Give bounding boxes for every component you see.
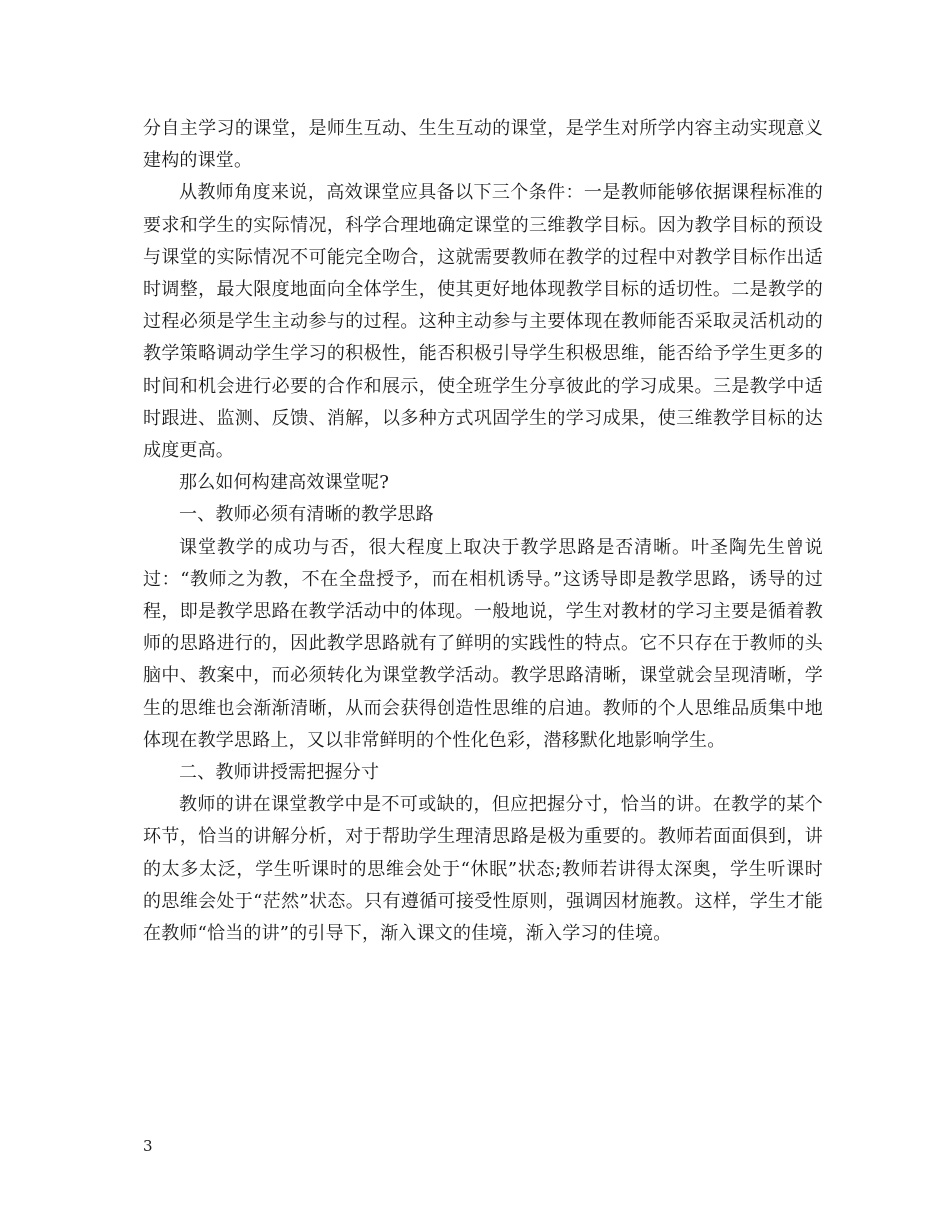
paragraph-conditions: 从教师角度来说，高效课堂应具备以下三个条件：一是教师能够依据课程标准的要求和学生的实际情况，科学合理地确定课堂的三维教学目标。因为教学目标的预设与课堂的实际情况不可能完全吻合，这就需要教师在教学的过程中对教学目标作出适时调整，最大限度地面向全体学生，使其更好地体现教学目标的适切性。二是教学的过程必须是学生主动参与的过程。这种主动参与主要体现在教师能否采取灵活机动的教学策略调动学生学习的积极性，能否积极引导学生积极思维，能否给予学生更多的时间和机会进行必要的合作和展示，使全班学生分享彼此的学习成果。三是教学中适时跟进、监测、反馈、消解，以多种方式巩固学生的学习成果，使三维教学目标的达成度更高。 bbox=[143, 182, 823, 462]
paragraph-teacher-lecture: 教师的讲在课堂教学中是不可或缺的，但应把握分寸，恰当的讲。在教学的某个环节，恰当的讲解分析，对于帮助学生理清思路是极为重要的。教师若面面俱到，讲的太多太泛，学生听课时的思维会处于“休眠”状态;教师若讲得太深奥，学生听课时的思维会处于“茫然”状态。只有遵循可接受性原则，强调因材施教。这样，学生才能在教师“恰当的讲”的引导下，渐入课文的佳境，渐入学习的佳境。 bbox=[143, 794, 823, 945]
body-text bbox=[143, 113, 823, 950]
paragraph-teaching-thinking: 课堂教学的成功与否，很大程度上取决于教学思路是否清晰。叶圣陶先生曾说过：“教师之为教，不在全盘授予，而在相机诱导。”这诱导即是教学思路，诱导的过程，即是教学思路在教学活动中的体现。一般地说，学生对教材的学习主要是循着教师的思路进行的，因此教学思路就有了鲜明的实践性的特点。它不只存在于教师的头脑中、教案中，而必须转化为课堂教学活动。教学思路清晰，课堂就会呈现清晰，学生的思维也会渐渐清晰，从而会获得创造性思维的启迪。教师的个人思维品质集中地体现在教学思路上，又以非常鲜明的个性化色彩，潜移默化地影响学生。 bbox=[143, 536, 823, 751]
section-heading-2: 二、教师讲授需把握分寸 bbox=[179, 762, 380, 784]
paragraph-question: 那么如何构建高效课堂呢? bbox=[179, 472, 390, 494]
section-heading-1: 一、教师必须有清晰的教学思路 bbox=[179, 504, 434, 526]
paragraph-continuation: 分自主学习的课堂，是师生互动、生生互动的课堂，是学生对所学内容主动实现意义建构的课堂。 bbox=[143, 118, 823, 172]
page-number: 3 bbox=[143, 1137, 153, 1155]
